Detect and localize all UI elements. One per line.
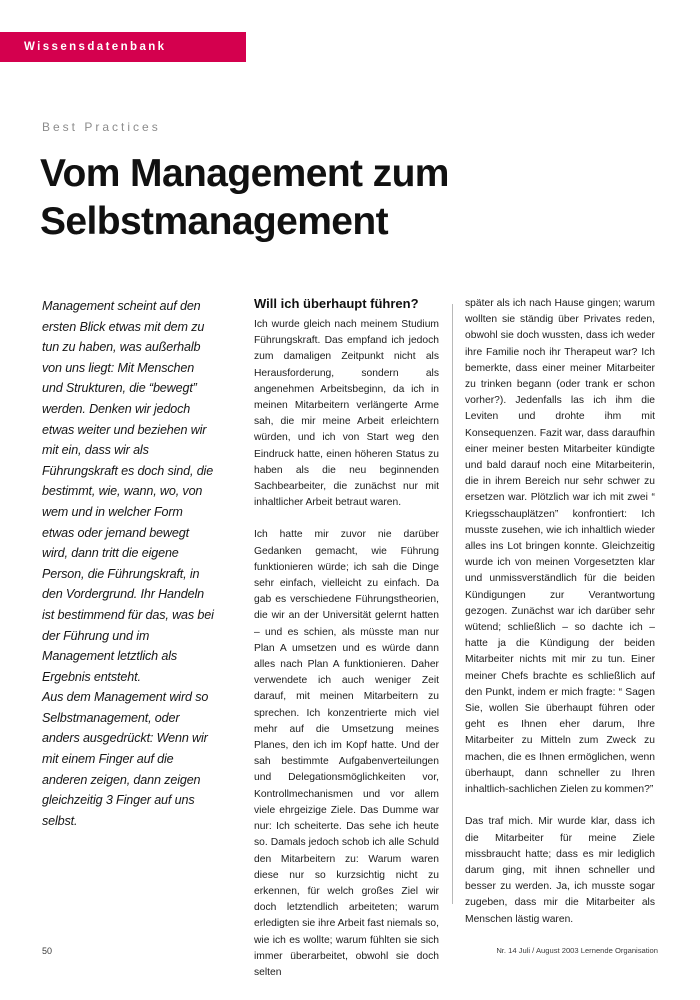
lead-column — [42, 296, 214, 916]
middle-paragraph-2: Ich hatte mir zuvor nie darüber Gedanken gemacht, wie Führung funktionieren würde; ich sah die Dinge sehr einfach, vielleicht zu einfach. Da gab es verschiedene Führungstheorien, die wir an der Universität gelernt hatten – und es schien, als müsste man nur Plan A umsetzen und es würde dann alles nach Plan A funktionieren. Daher verwendete ich auch weniger Zeit darauf, mit meinen Mitarbeitern zu sprechen. Ich konzentrierte mich viel mehr auf die Umsetzung meines Planes, den ich im Kopf hatte. Und der sah bestimmte Aufgabenverteilungen und Delegationsmöglichkeiten vor, Kontrollmechanismen und vor allem viele ehrgeizige Ziele. Das Dumme war nur: Ich scheiterte. Das sehe ich heute so. Damals jedoch schob ich alle Schuld den Mitarbeitern zu: Warum waren diese nur so kurzsichtig nicht zu erkennen, für welch großes Ziel wir doch letztendlich arbeiteten; warum erledigten sie ihre Arbeit fast niemals so, wie ich es wollte; warum fühlten sie sich immer überarbeitet, obwohl sie doch selten — [254, 529, 439, 978]
middle-column — [254, 296, 439, 978]
right-paragraph-1: später als ich nach Hause gingen; warum wollten sie ständig über Privates reden, obwohl sie doch wussten, dass ich weder ihre Familie noch ihr Therapeut war? Ich bemerkte, dass einer meiner Mitarbeiter zu trinken begann (oder trank er schon vorher?). Jedenfalls las ich ihm die Leviten und drohte ihm mit Konsequenzen. Fazit war, dass daraufhin einer meiner besten Mitarbeiter kündigte und bald darauf noch eine Mitarbeiterin, die in ihrem Bereich nur sehr schwer zu ersetzen war. Plötzlich war ich mit zwei “ Kriegsschauplätzen” konfrontiert: Ich musste zusehen, wie ich inhaltlich wieder alles ins Lot bringen konnte. Gleichzeitig wurde ich von meinen Vorgesetzten klar und unmissverständlich für die beiden Kündigungen zur Verantwortung gezogen. Zunächst war ich darüber sehr wütend; schließlich – so dachte ich – hatte ja die Kündigung der beiden Mitarbeiter nichts mit mir zu tun. Einer meiner Chefs brachte es schließlich auf den Punkt, indem er mich fragte: “ Sagen Sie, wollen Sie überhaupt führen oder geht es Ihnen eher darum, Ihre Mitarbeiter zu Mitteln zum Zweck zu machen, die es Ihnen ermöglichen, wenn überhaupt, dann schneller zu Ihren inhaltlich-sachlichen Zielen zu kommen?” — [465, 298, 655, 796]
column-divider — [452, 304, 453, 904]
right-column — [465, 296, 655, 925]
right-paragraph-2: Das traf mich. Mir wurde klar, dass ich die Mitarbeiter für meine Ziele missbraucht hatte; dass es mir lediglich darum ging, mit ihnen schneller und besser zu werden. Ja, ich musste sogar zugeben, dass mir die Mitarbeiter als Menschen lästig waren. — [465, 816, 655, 925]
lead-paragraph-2: Aus dem Management wird so Selbstmanagement, oder anders ausgedrückt: Wenn wir mit einem Finger auf die anderen zeigen, dann zeigen gleichzeitig 3 Finger auf uns selbst. — [42, 690, 209, 828]
page-title — [40, 150, 660, 246]
middle-paragraph-1: Ich wurde gleich nach meinem Studium Führungskraft. Das empfand ich jedoch zum damaligen Zeitpunkt nicht als Herausforderung, sondern als angenehmen Arbeitsbeginn, da ich in meinen Mitarbeitern verlängerte Arme sah, die mir meine Arbeit erleichtern würden, und ich von Start weg den Eindruck hatte, einen höheren Status zu haben als die neu beginnenden Sachbearbeiter, die zunächst nur mit inhaltlicher Arbeit betraut waren. — [254, 319, 439, 509]
footer-issue-info: Nr. 14 Juli / August 2003 Lernende Organisation — [496, 946, 658, 955]
footer-page-number: 50 — [42, 946, 53, 956]
section-banner — [0, 32, 246, 62]
article-kicker: Best Practices — [42, 120, 161, 134]
section-banner-label: Wissensdatenbank — [24, 41, 167, 53]
page-title-line-2: Selbstmanagement — [40, 200, 389, 243]
lead-paragraph-1: Management scheint auf den ersten Blick etwas mit dem zu tun zu haben, was außerhalb von uns liegt: Mit Menschen und Strukturen, die “bewegt” werden. Denken wir jedoch etwas weiter und beziehen wir mit ein, dass wir als Führungskraft es doch sind, die bestimmt, wie, wann, wo, von wem und in welcher Form etwas oder jemand bewegt wird, dann tritt die eigene Person, die Führungskraft, in den Vordergrund. Ihr Handeln ist bestimmend für das, was bei der Führung und im Management letztlich als Ergebnis entsteht. — [42, 299, 214, 684]
page-title-line-1: Vom Management zum — [40, 152, 449, 195]
section-heading: Will ich überhaupt führen? — [254, 296, 419, 311]
